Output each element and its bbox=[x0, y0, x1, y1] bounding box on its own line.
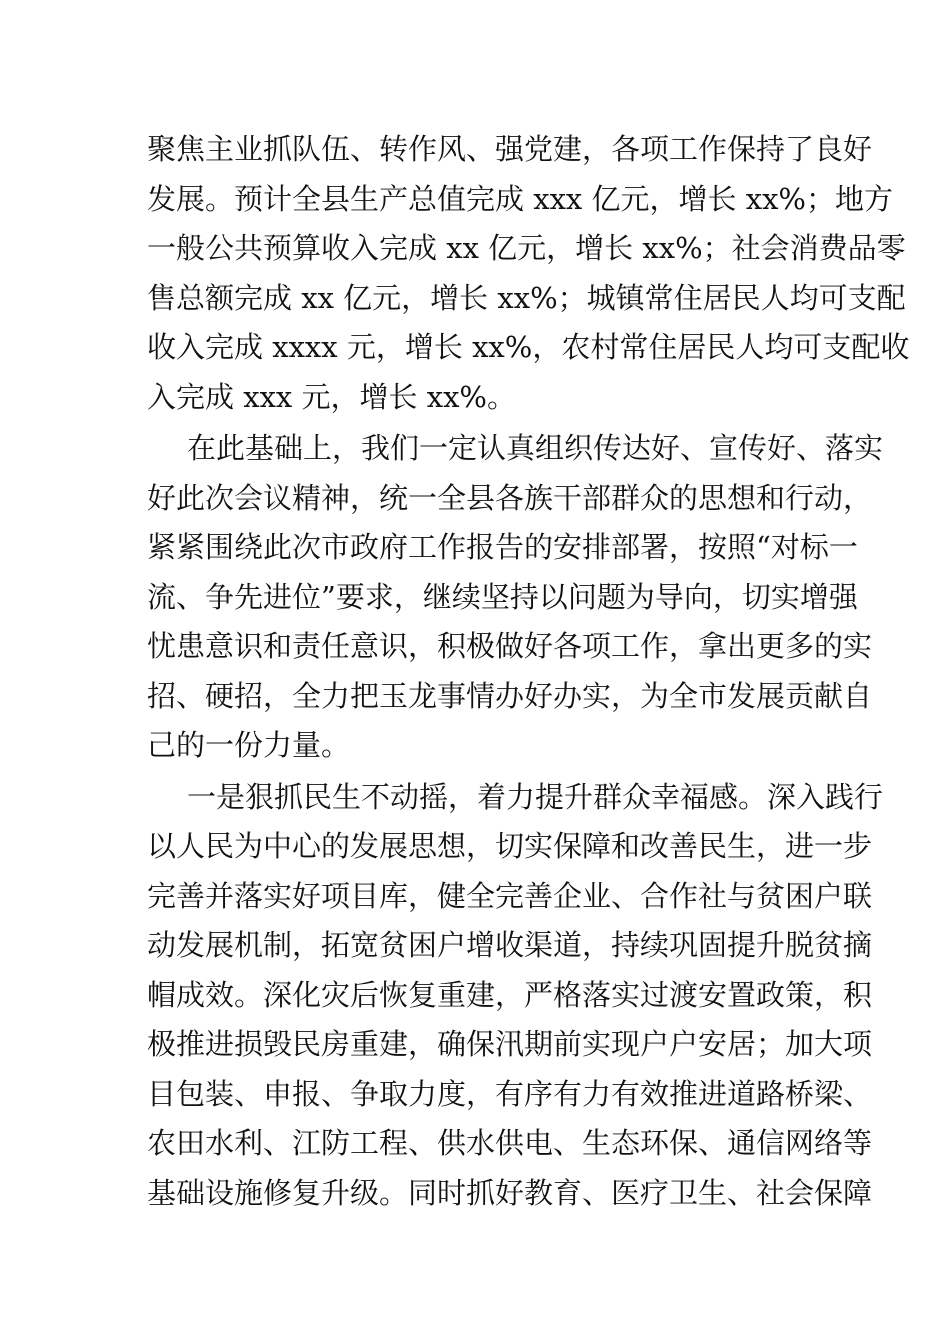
text-line: 以人民为中心的发展思想，切实保障和改善民生，进一步 bbox=[147, 829, 873, 863]
text-line: 极推进损毁民房重建，确保汛期前实现户户安居；加大项 bbox=[147, 1027, 873, 1061]
paragraph-implementation bbox=[147, 424, 884, 771]
text-line: 目包装、申报、争取力度，有序有力有效推进道路桥梁、 bbox=[147, 1076, 873, 1111]
paragraph-summary bbox=[147, 125, 910, 422]
text-line: 基础设施修复升级。同时抓好教育、医疗卫生、社会保障 bbox=[147, 1175, 873, 1210]
text-line: 己的一份力量。 bbox=[147, 728, 351, 762]
text-line: 售总额完成 xx 亿元，增长 xx%；城镇常住居民人均可支配 bbox=[147, 280, 906, 315]
text-line: 入完成 xxx 元，增长 xx%。 bbox=[147, 379, 516, 414]
text-line: 招、硬招，全力把玉龙事情办好办实，为全市发展贡献自 bbox=[147, 678, 873, 713]
text-line: 农田水利、江防工程、供水供电、生态环保、通信网络等 bbox=[147, 1126, 873, 1160]
text-line: 聚焦主业抓队伍、转作风、强党建，各项工作保持了良好 bbox=[147, 132, 873, 166]
text-line: 在此基础上，我们一定认真组织传达好、宣传好、落实 bbox=[187, 431, 884, 465]
text-line: 完善并落实好项目库，健全完善企业、合作社与贫困户联 bbox=[147, 878, 873, 913]
text-line: 紧紧围绕此次市政府工作报告的安排部署，按照“对标一 bbox=[147, 530, 858, 564]
paragraph-livelihood bbox=[147, 773, 884, 1219]
text-line: 动发展机制，拓宽贫困户增收渠道，持续巩固提升脱贫摘 bbox=[147, 928, 873, 962]
text-line: 发展。预计全县生产总值完成 xxx 亿元，增长 xx%；地方 bbox=[147, 181, 893, 216]
document-body bbox=[147, 125, 910, 1218]
text-line: 一是狠抓民生不动摇，着力提升群众幸福感。深入践行 bbox=[187, 779, 884, 814]
text-line: 帽成效。深化灾后恢复重建，严格落实过渡安置政策，积 bbox=[147, 977, 873, 1012]
text-line: 流、争先进位”要求，继续坚持以问题为导向，切实增强 bbox=[147, 579, 858, 614]
text-line: 一般公共预算收入完成 xx 亿元，增长 xx%；社会消费品零 bbox=[147, 231, 906, 265]
text-line: 收入完成 xxxx 元，增长 xx%，农村常住居民人均可支配收 bbox=[147, 330, 910, 364]
text-line: 好此次会议精神，统一全县各族干部群众的思想和行动， bbox=[147, 480, 873, 515]
text-line: 忧患意识和责任意识，积极做好各项工作，拿出更多的实 bbox=[147, 629, 873, 663]
